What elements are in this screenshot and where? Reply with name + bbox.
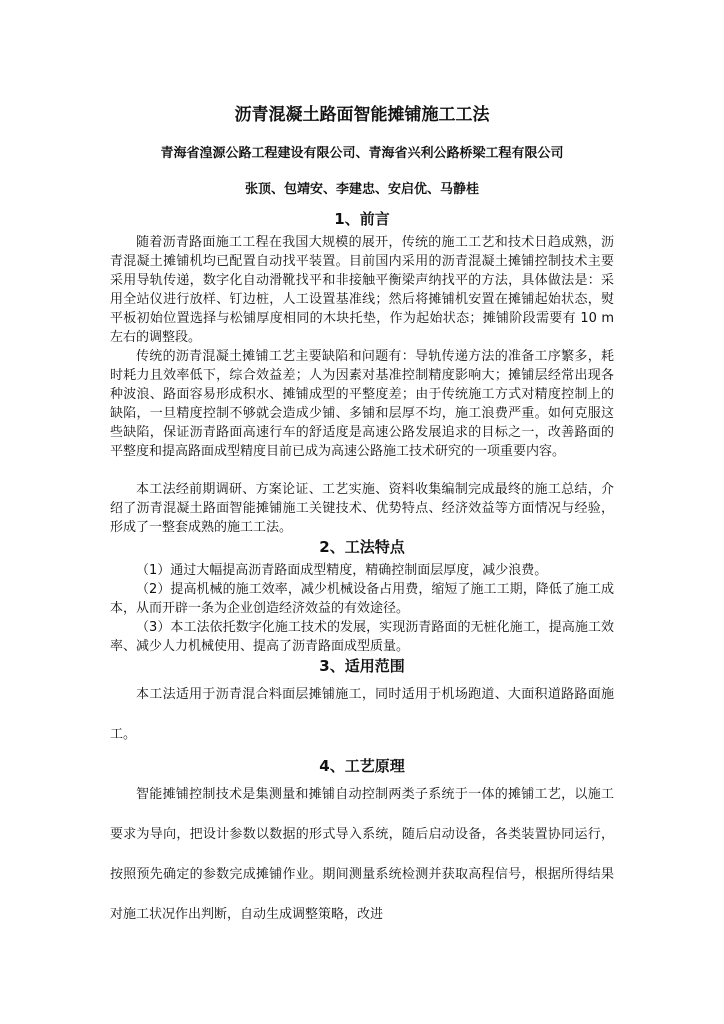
preface-paragraph-2: 传统的沥青混凝土摊铺工艺主要缺陷和问题有：导轨传递方法的准备工序繁多，耗时耗力且效率低下，综合效益差；人为因素对基准控制精度影响大；摊铺层经常出现各种波浪、路面容易形成积水、摊铺成型的平整度差；由于传统施工方式对精度控制上的缺陷，一旦精度控制不够就会造成少铺、多铺和层厚不均，施工浪费严重。如何克服这些缺陷，保证沥青路面高速行车的舒适度是高速公路发展追求的目标之一，改善路面的平整度和提高路面成型精度目前已成为高速公路施工技术研究的一项重要内容。 [110,349,614,459]
principle-paragraph: 智能摊铺控制技术是集测量和摊铺自动控制两类子系统于一体的摊铺工艺，以施工要求为导向，把设计参数以数据的形式导入系统，随后启动设备，各类装置协同运行，按照预先确定的参数完成摊铺作业。期间测量系统检测并获取高程信号，根据所得结果对施工状况作出判断，自动生成调整策略，改进 [110,787,614,922]
author-list: 张顶、包靖安、李建忠、安启优、马静桂 [244,182,479,197]
section-heading-principle: 4、工艺原理 [319,757,405,775]
feature-item-3: （3）本工法依托数字化施工技术的发展，实现沥青路面的无桩化施工，提高施工效率、减少人力机械使用、提高了沥青路面成型质量。 [110,620,614,654]
section-heading-features: 2、工法特点 [319,538,405,556]
author-affiliation: 青海省湟源公路工程建设有限公司、青海省兴利公路桥梁工程有限公司 [160,146,564,161]
document-title: 沥青混凝土路面智能摊铺施工工法 [234,105,490,125]
preface-paragraph-1: 随着沥青路面施工工程在我国大规模的展开，传统的施工工艺和技术日趋成熟，沥青混凝土摊铺机均已配置自动找平装置。目前国内采用的沥青混凝土摊铺控制技术主要采用导轨传递，数字化自动滑靴找平和非接触平衡梁声纳找平的方法，具体做法是：采用全站仪进行放样、钉边桩，人工设置基准线；然后将摊铺机安置在摊铺起始状态，熨平板初始位置选择与松铺厚度相同的木块托垫，作为起始状态；摊铺阶段需要有 10 m 左右的调整段。 [110,235,614,345]
preface-paragraph-3: 本工法经前期调研、方案论证、工艺实施、资料收集编制完成最终的施工总结，介绍了沥青混凝土路面智能摊铺施工关键技术、优势特点、经济效益等方面情况与经验，形成了一整套成熟的施工工法。 [110,482,614,535]
scope-paragraph: 本工法适用于沥青混合料面层摊铺施工，同时适用于机场跑道、大面积道路路面施工。 [110,687,614,742]
feature-item-1: （1）通过大幅提高沥青路面成型精度，精确控制面层厚度，减少浪费。 [136,563,548,578]
feature-item-2: （2）提高机械的施工效率，减少机械设备占用费，缩短了施工工期，降低了施工成本，从而开辟一条为企业创造经济效益的有效途径。 [110,582,614,616]
section-heading-scope: 3、适用范围 [319,657,405,675]
section-heading-preface: 1、前言 [334,210,390,228]
